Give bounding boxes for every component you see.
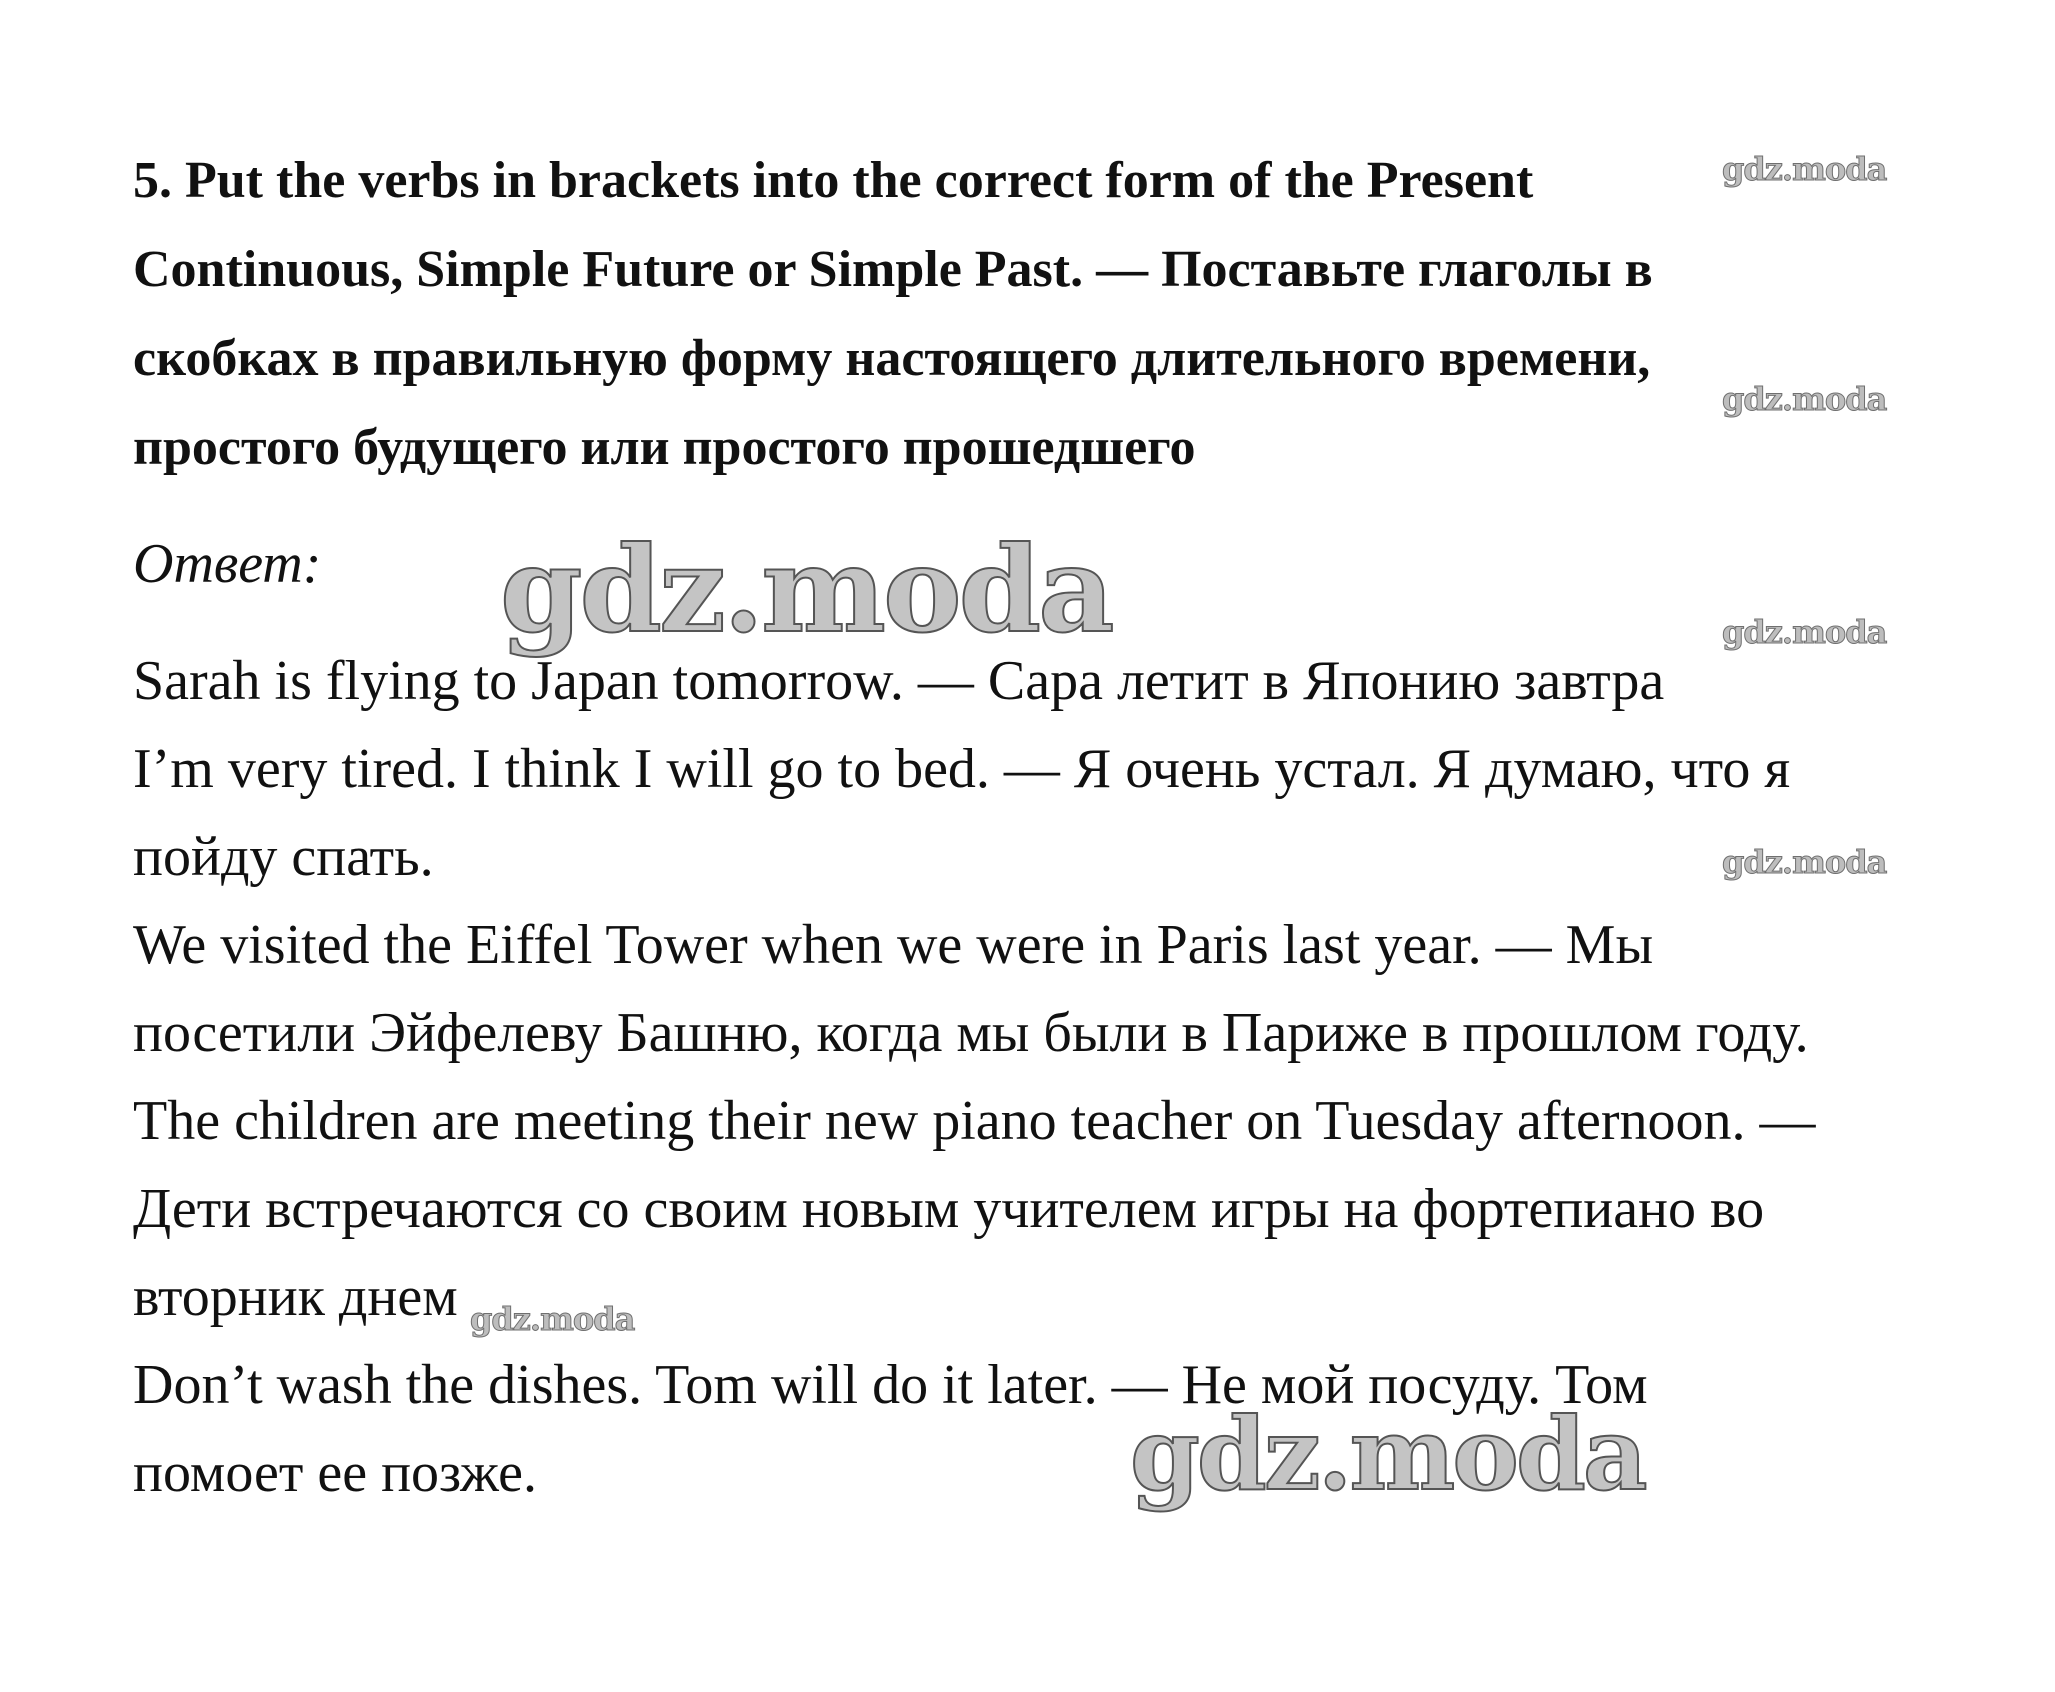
watermark: gdz.moda [1722, 150, 1887, 188]
heading-line: Continuous, Simple Future or Simple Past. — Поставьте глаголы в [133, 241, 1653, 298]
answer-line: Sarah is flying to Japan tomorrow. — Сара летит в Японию завтра [133, 650, 1665, 712]
watermark: gdz.moda [1130, 1395, 1645, 1513]
answer-line: I’m very tired. I think I will go to bed. — Я очень устал. Я думаю, что я [133, 738, 1791, 800]
answer-line: The children are meeting their new piano teacher on Tuesday afternoon. — [133, 1090, 1816, 1152]
heading-line: скобках в правильную форму настоящего длительного времени, [133, 330, 1651, 387]
answer-line: посетили Эйфелеву Башню, когда мы были в Париже в прошлом году. [133, 1002, 1809, 1064]
answer-line: вторник днем [133, 1266, 458, 1328]
watermark: gdz.moda [1722, 613, 1887, 651]
answer-line: Don’t wash the dishes. Tom will do it later. — Не мой посуду. Том [133, 1354, 1648, 1416]
answer-label: Ответ: [133, 533, 322, 595]
watermark: gdz.moda [1722, 380, 1887, 418]
answer-line: пойду спать. [133, 826, 434, 888]
watermark: gdz.moda [500, 520, 1112, 659]
answer-line: Дети встречаются со своим новым учителем игры на фортепиано во [133, 1178, 1765, 1240]
heading-line: 5. Put the verbs in brackets into the correct form of the Present [133, 152, 1534, 209]
answer-line: We visited the Eiffel Tower when we were in Paris last year. — Мы [133, 914, 1654, 976]
watermark: gdz.moda [1722, 843, 1887, 881]
answer-line: помоет ее позже. [133, 1442, 537, 1504]
watermark: gdz.moda [470, 1300, 635, 1338]
task-heading [133, 136, 1933, 492]
heading-line: простого будущего или простого прошедшего [133, 419, 1196, 476]
answer-text [133, 637, 1933, 1517]
